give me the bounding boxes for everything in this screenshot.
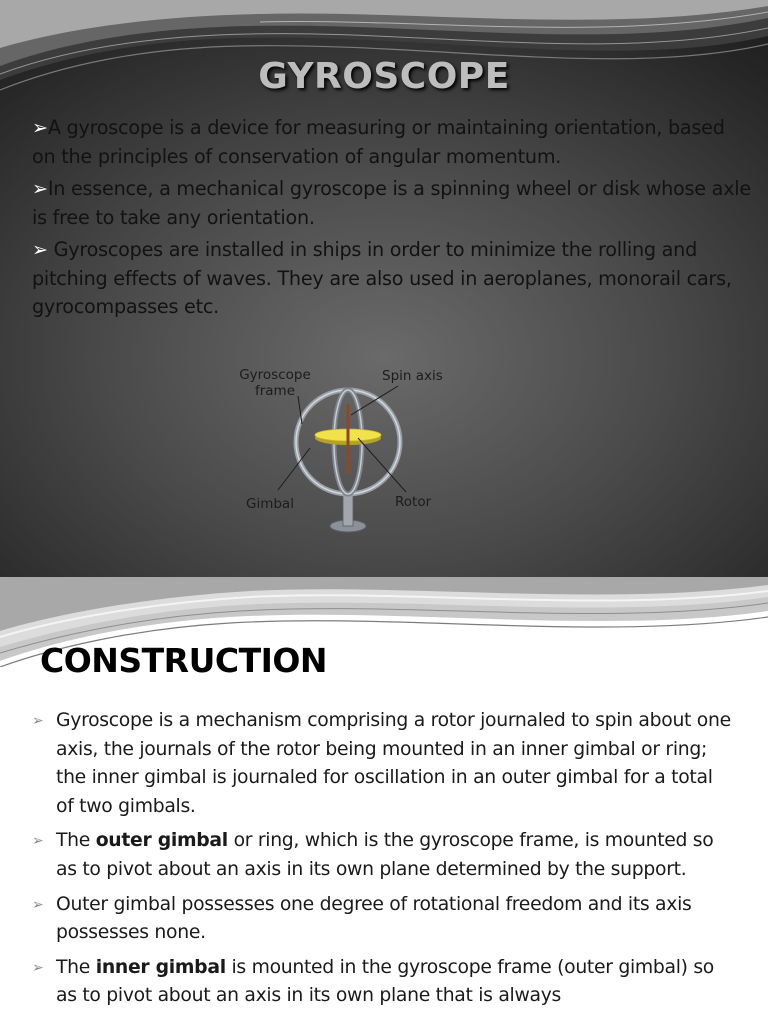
bullet-definition: ➢A gyroscope is a device for measuring or maintaining orientation, based on the principles of conservation of angular momentum.: [32, 116, 725, 168]
bullet-arrow-icon: ➢: [32, 833, 44, 850]
bullet-arrow-icon: ➢: [32, 713, 44, 729]
slide-title-gyroscope: GYROSCOPE: [258, 56, 510, 97]
slide-title-construction: CONSTRUCTION: [40, 641, 328, 680]
label-spin-axis: Spin axis: [382, 368, 443, 384]
bullet-inner-gimbal: ➢ The inner gimbal is mounted in the gyroscope frame (outer gimbal) so as to pivot about an axis in its own plane that is always: [32, 954, 732, 1011]
term-outer-gimbal: outer gimbal: [95, 830, 228, 852]
bullet-outer-gimbal: ➢ The outer gimbal or ring, which is the gyroscope frame, is mounted so as to pivot about an axis in its own plane determined by the support.: [32, 827, 732, 884]
gyroscope-bullet-list: [32, 114, 752, 326]
gyroscope-diagram: [230, 360, 470, 540]
bullet-mechanism: ➢ Gyroscope is a mechanism comprising a rotor journaled to spin about one axis, the journals of the rotor being mounted in an inner gimbal or ring; the inner gimbal is journaled for oscillation in an outer gimbal for a total of two gimbals.: [32, 707, 732, 821]
construction-bullet-list: [32, 707, 732, 1017]
bullet-arrow-icon: ➢: [32, 896, 44, 913]
bullet-arrow-icon: ➢: [32, 116, 48, 139]
bullet-applications: ➢ Gyroscopes are installed in ships in order to minimize the rolling and pitching effects of waves. They are also used in aeroplanes, monorail cars, gyrocompasses etc.: [32, 238, 732, 318]
bullet-essence: ➢In essence, a mechanical gyroscope is a spinning wheel or disk whose axle is free to take any orientation.: [32, 177, 751, 229]
label-rotor: Rotor: [395, 494, 432, 510]
bullet-arrow-icon: ➢: [32, 238, 48, 261]
bullet-arrow-icon: ➢: [32, 177, 48, 200]
bullet-degree-of-freedom: ➢ Outer gimbal possesses one degree of rotational freedom and its axis possesses none.: [32, 891, 732, 948]
label-gyroscope-frame: Gyroscope frame: [239, 367, 311, 399]
term-inner-gimbal: inner gimbal: [95, 956, 226, 978]
bullet-arrow-icon: ➢: [32, 959, 44, 976]
slide-construction: [0, 577, 768, 1024]
label-gimbal: Gimbal: [246, 496, 294, 512]
